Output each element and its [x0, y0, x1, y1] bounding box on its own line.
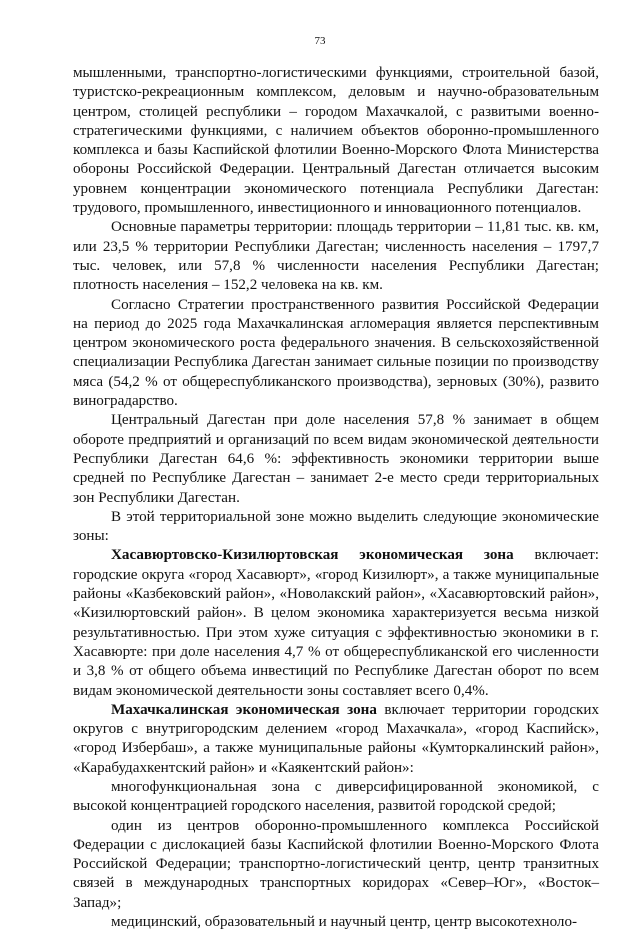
- paragraph-medical-center: медицинский, образовательный и научный центр, центр высокотехноло-: [111, 914, 578, 931]
- paragraph-makhachkala-zone: [73, 701, 599, 778]
- paragraph-strategy: Согласно Стратегии пространственного развития Российской Федерации на период до 2025 года Махачкалинская агломерация является перспективным центром экономического роста федерального значения. В сельскохозяйственной специализации Республика Дагестан занимает сильные позиции по производству мяса (54,2 % от общереспубликанского производства), зерновых (30%), развито виноградарство.: [73, 296, 599, 410]
- paragraph-khasavyurt-zone: [73, 546, 599, 700]
- paragraph-multifunctional-zone: многофункциональная зона с диверсифицированной экономикой, с высокой концентрацией городского населения, развитой городской средой;: [73, 778, 599, 815]
- document-body: [73, 64, 599, 932]
- paragraph-territory-parameters: Основные параметры территории: площадь территории – 11,81 тыс. кв. км, или 23,5 % территории Республики Дагестан; численность населения – 1797,7 тыс. человек, или 57,8 % численности населения Республики Дагестан; плотность населения – 152,2 человека на кв. км.: [73, 219, 599, 294]
- paragraph-defense-center: один из центров оборонно-промышленного комплекса Российской Федерации с дислокацией базы Каспийской флотилии Военно-Морского Флота Российской Федерации; транспортно-логистический центр, центр транзитных связей в международных транспортных коридорах «Север–Юг», «Восток–Запад»;: [73, 817, 599, 911]
- zone-heading-khasavyurt: Хасавюртовско-Кизилюртовская экономическая зона: [111, 547, 514, 564]
- zone-heading-makhachkala: Махачкалинская экономическая зона: [111, 701, 377, 718]
- paragraph-continuation: мышленными, транспортно-логистическими функциями, строительной базой, туристско-рекреационным комплексом, деловым и научно-образовательным центром, столицей республики – городом Махачкалой, с развитыми военно-стратегическими функциями, с наличием объектов оборонно-промышленного комплекса и базы Каспийской флотилии Военно-Морского Флота Министерства обороны Российской Федерации. Центральный Дагестан отличается высоким уровнем концентрации экономического потенциала Республики Дагестан: трудового, промышленного, инвестиционного и инновационного потенциалов.: [73, 65, 599, 217]
- zone-text-khasavyurt: включает: городские округа «город Хасавюрт», «город Кизилюрт», а также муниципальные районы «Казбековский район», «Новолакский район», «Хасавюртовский район», «Кизилюртовский район». В целом экономика характеризуется весьма низкой результативностью. При этом хуже ситуация с эффективностью экономики в г. Хасавюрте: при доле населения 4,7 % от общереспубликанской его численности и 3,8 % от общего объема инвестиций по Республике Дагестан оборот по всем видам экономической деятельности зоны составляет всего 0,4%.: [73, 547, 600, 699]
- page-number: 73: [314, 35, 326, 47]
- zone-text-makhachkala: включает территории городских округов с внутригородским делением «город Махачкала», «город Каспийск», «город Избербаш», а также муниципальные районы «Кумторкалинский район», «Карабудахкентский район» и «Каякентский район»:: [73, 701, 599, 776]
- paragraph-economic-zones-intro: В этой территориальной зоне можно выделить следующие экономические зоны:: [73, 508, 599, 545]
- paragraph-central-dagestan-turnover: Центральный Дагестан при доле населения 57,8 % занимает в общем обороте предприятий и организаций по всем видам экономической деятельности Республики Дагестан 64,6 %: эффективность экономики территории выше средней по Республике Дагестан – занимает 2-е место среди территориальных зон Республики Дагестан.: [73, 412, 599, 506]
